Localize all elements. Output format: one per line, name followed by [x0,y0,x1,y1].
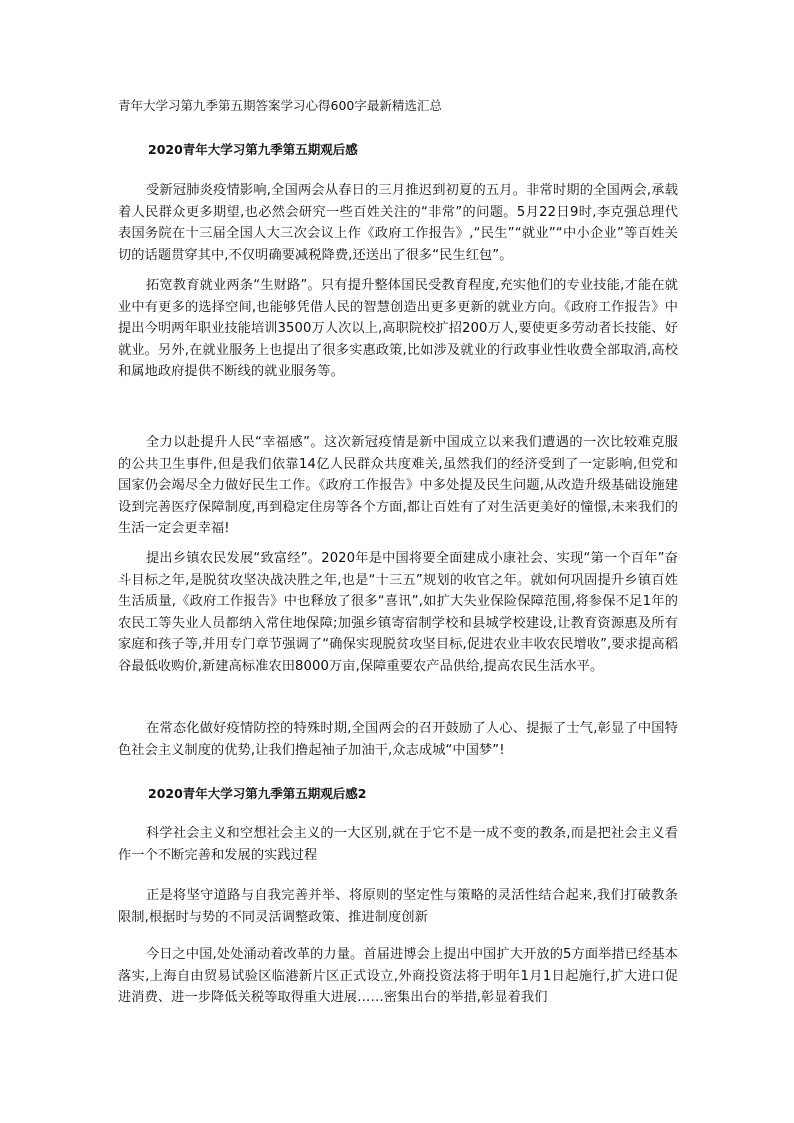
paragraph-7: 正是将坚守道路与自我完善并举、将原则的坚定性与策略的灵活性结合起来,我们打破教条限制,根据时与势的不同灵活调整政策、推进制度创新 [118,888,678,925]
paragraph-3: 全力以赴提升人民“幸福感”。这次新冠疫情是新中国成立以来我们遭遇的一次比较难克服的公共卫生事件,但是我们依靠14亿人民群众共度难关,虽然我们的经济受到了一定影响,但党和国家仍会竭尽全力做好民生工作。《政府工作报告》中多处提及民生问题,从改造升级基础设施建设到完善医疗保障制度,再到稳定住房等各个方面,都让百姓有了对生活更美好的憧憬,未来我们的生活一定会更幸福! [118,435,678,537]
paragraph-6: 科学社会主义和空想社会主义的一大区别,就在于它不是一成不变的教条,而是把社会主义看作一个不断完善和发展的实践过程 [118,826,678,863]
section-heading-2: 2020青年大学习第九季第五期观后感2 [148,786,367,801]
document-title: 青年大学习第九季第五期答案学习心得600字最新精选汇总 [118,98,442,113]
section-heading-1: 2020青年大学习第九季第五期观后感 [148,142,358,157]
paragraph-1: 受新冠肺炎疫情影响,全国两会从春日的三月推迟到初夏的五月。非常时期的全国两会,承载着人民群众更多期望,也必然会研究一些百姓关注的“非常”的问题。5月22日9时,李克强总理代表国务院在十三届全国人大三次会议上作《政府工作报告》,“民生”“就业”“中小企业”等百姓关切的话题贯穿其中,不仅明确要减税降费,还送出了很多“民生红包”。 [118,183,678,263]
paragraph-8: 今日之中国,处处涌动着改革的力量。首届进博会上提出中国扩大开放的5方面举措已经基本落实,上海自由贸易试验区临港新片区正式设立,外商投资法将于明年1月1日起施行,扩大进口促进消费、进一步降低关税等取得重大进展……密集出台的举措,彰显着我们 [118,947,678,1006]
paragraph-5: 在常态化做好疫情防控的特殊时期,全国两会的召开鼓励了人心、提振了士气,彰显了中国特色社会主义制度的优势,让我们撸起袖子加油干,众志成城“中国梦”! [118,721,678,758]
paragraph-4: 提出乡镇农民发展“致富经”。2020年是中国将要全面建成小康社会、实现“第一个百年”奋斗目标之年,是脱贫攻坚决战决胜之年,也是“十三五”规划的收官之年。就如何巩固提升乡镇百姓生活质量,《政府工作报告》中也释放了很多“喜讯”,如扩大失业保险保障范围,将参保不足1年的农民工等失业人员都纳入常住地保障;加强乡镇寄宿制学校和县城学校建设,让教育资源惠及所有家庭和孩子等,并用专门章节强调了“确保实现脱贫攻坚目标,促进农业丰收农民增收”,要求提高稻谷最低收购价,新建高标准农田8000万亩,保障重要农产品供给,提高农民生活水平。 [118,551,678,674]
paragraph-2: 拓宽教育就业两条“生财路”。只有提升整体国民受教育程度,充实他们的专业技能,才能在就业中有更多的选择空间,也能够凭借人民的智慧创造出更多更新的就业方向。《政府工作报告》中提出今明两年职业技能培训3500万人次以上,高职院校扩招200万人,要使更多劳动者长技能、好就业。另外,在就业服务上也提出了很多实惠政策,比如涉及就业的行政事业性收费全部取消,高校和属地政府提供不断线的就业服务等。 [118,278,678,380]
